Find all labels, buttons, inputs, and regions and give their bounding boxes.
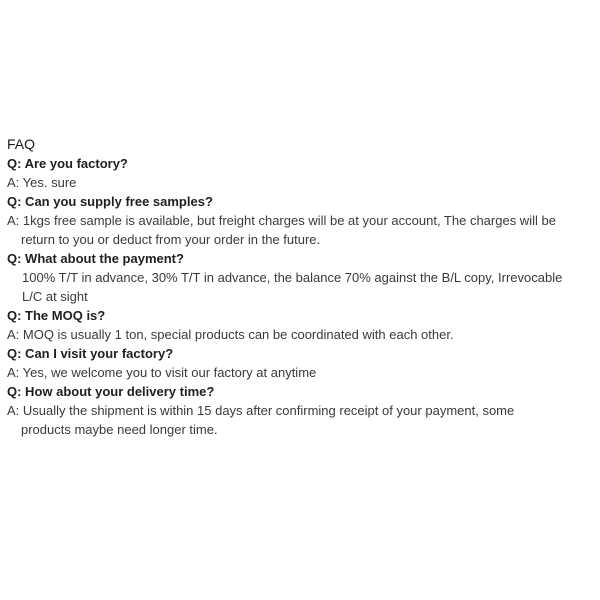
faq-answer-line: L/C at sight [22,289,88,304]
faq-answer-line: A: 1kgs free sample is available, but freight charges will be at your account, The charges will be [7,213,556,228]
faq-answer-line: A: Yes, we welcome you to visit our factory at anytime [7,365,317,380]
faq-answer-line: products maybe need longer time. [21,422,218,437]
faq-answer-line: 100% T/T in advance, 30% T/T in advance, the balance 70% against the B/L copy, Irrevocable [22,270,563,285]
faq-question: Q: Can I visit your factory? [7,346,174,361]
faq-section [7,134,593,439]
faq-answer-line: A: Yes. sure [7,175,77,190]
faq-answer-line: A: MOQ is usually 1 ton, special products can be coordinated with each other. [7,327,454,342]
faq-answer [7,173,593,192]
faq-question: Q: What about the payment? [7,251,184,266]
faq-answer [7,325,593,344]
faq-answer-line: return to you or deduct from your order in the future. [21,232,321,247]
faq-answer [7,363,593,382]
faq-question: Q: The MOQ is? [7,308,106,323]
faq-title: FAQ [7,136,36,152]
faq-question: Q: How about your delivery time? [7,384,215,399]
faq-question: Q: Are you factory? [7,156,128,171]
faq-question: Q: Can you supply free samples? [7,194,213,209]
faq-answer [7,211,593,249]
faq-answer [7,268,593,306]
faq-answer-line: A: Usually the shipment is within 15 days after confirming receipt of your payment, some [7,403,515,418]
faq-answer [7,401,593,439]
